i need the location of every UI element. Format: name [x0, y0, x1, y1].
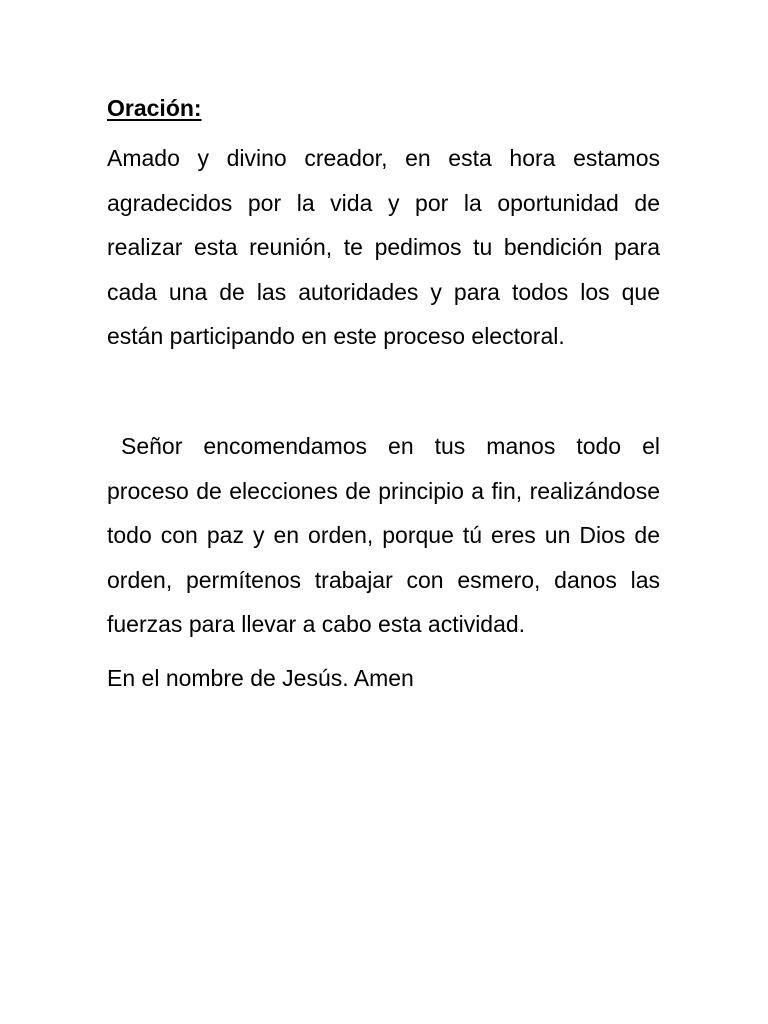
document-page: [107, 92, 660, 701]
document-title: Oración:: [107, 95, 202, 121]
prayer-paragraph-1: Amado y divino creador, en esta hora estamos agradecidos por la vida y por la oportunidad de realizar esta reunión, te pedimos tu bendición para cada una de las autoridades y para todos los que están participando en este proceso electoral.: [107, 145, 660, 350]
prayer-closing: En el nombre de Jesús. Amen: [107, 664, 414, 691]
prayer-paragraph-2: Señor encomendamos en tus manos todo el proceso de elecciones de principio a fin, realizándose todo con paz y en orden, porque tú eres un Dios de orden, permítenos trabajar con esmero, danos las fuerzas para llevar a cabo esta actividad.: [107, 432, 660, 638]
